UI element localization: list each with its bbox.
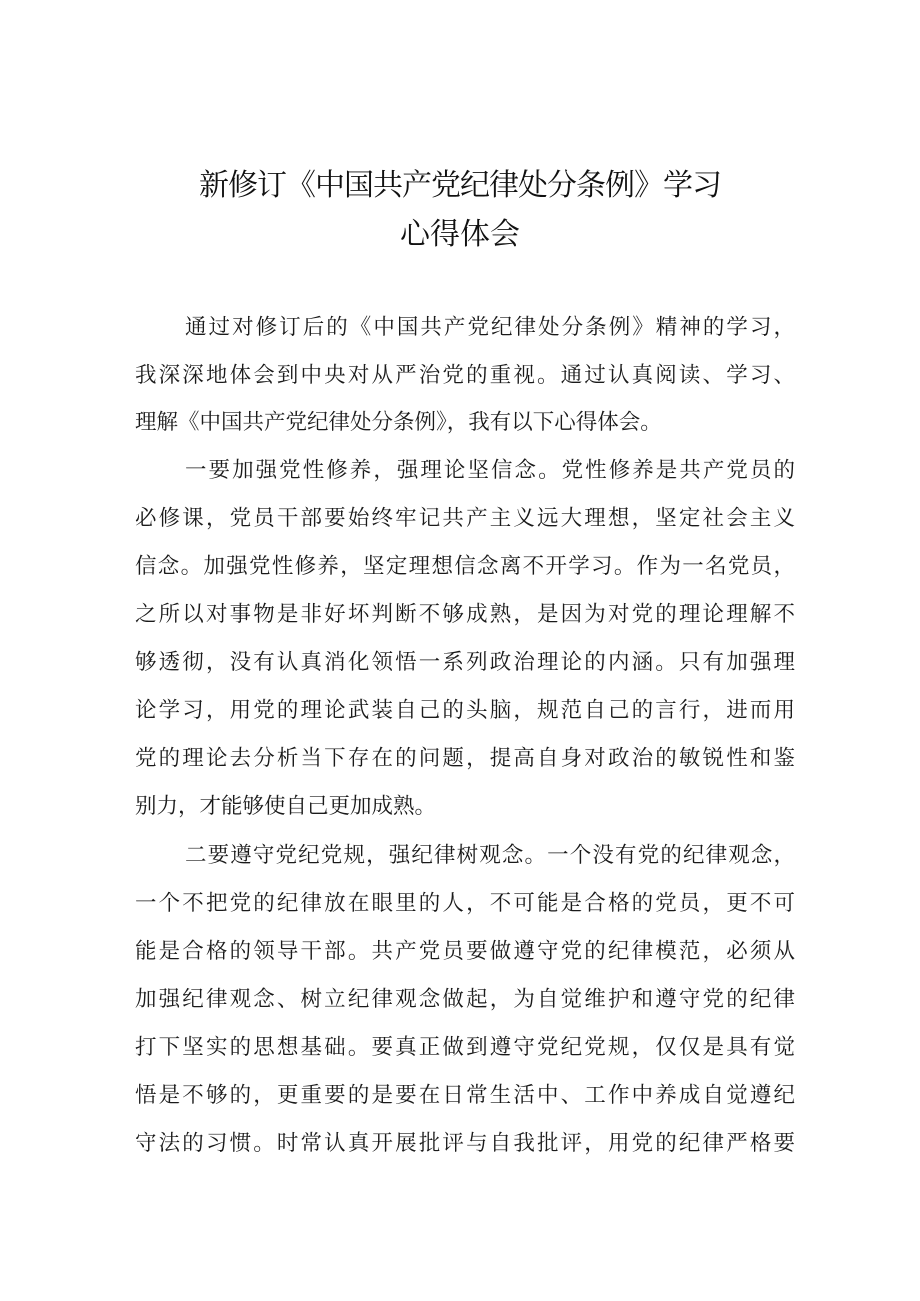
paragraph-2-line-6: 论学习，用党的理论武装自己的头脑，规范自己的言行，进而用 bbox=[135, 698, 795, 723]
paragraph-2-line-8: 别力，才能够使自己更加成熟。 bbox=[135, 794, 437, 819]
paragraph-3-line-7: 守法的习惯。时常认真开展批评与自我批评，用党的纪律严格要 bbox=[135, 1131, 795, 1156]
paragraph-2-line-4: 之所以对事物是非好坏判断不够成熟，是因为对党的理论理解不 bbox=[135, 602, 795, 627]
paragraph-3-line-3: 能是合格的领导干部。共产党员要做遵守党的纪律模范，必须从 bbox=[135, 939, 795, 964]
paragraph-2-line-5: 够透彻，没有认真消化领悟一系列政治理论的内涵。只有加强理 bbox=[135, 650, 795, 675]
paragraph-3-line-1: 二要遵守党纪党规，强纪律树观念。一个没有党的纪律观念， bbox=[185, 843, 795, 868]
paragraph-2-line-7: 党的理论去分析当下存在的问题，提高自身对政治的敏锐性和鉴 bbox=[135, 746, 795, 771]
paragraph-1-line-1: 通过对修订后的《中国共产党纪律处分条例》精神的学习， bbox=[185, 315, 795, 340]
paragraph-2-line-3: 信念。加强党性修养，坚定理想信念离不开学习。作为一名党员， bbox=[135, 554, 795, 579]
paragraph-1-line-3: 理解《中国共产党纪律处分条例》，我有以下心得体会。 bbox=[135, 410, 662, 435]
paragraph-3-line-5: 打下坚实的思想基础。要真正做到遵守党纪党规，仅仅是具有觉 bbox=[135, 1035, 795, 1060]
paragraph-1-line-2: 我深深地体会到中央对从严治党的重视。通过认真阅读、学习、 bbox=[135, 363, 795, 388]
paragraph-3-line-4: 加强纪律观念、树立纪律观念做起，为自觉维护和遵守党的纪律 bbox=[135, 987, 795, 1012]
paragraph-2-line-2: 必修课，党员干部要始终牢记共产主义远大理想，坚定社会主义 bbox=[135, 506, 795, 531]
document-title-line-1: 新修订《中国共产党纪律处分条例》学习 bbox=[199, 168, 721, 203]
paragraph-3-line-6: 悟是不够的，更重要的是要在日常生活中、工作中养成自觉遵纪 bbox=[135, 1083, 795, 1108]
document-title-line-2: 心得体会 bbox=[400, 217, 520, 252]
paragraph-3-line-2: 一个不把党的纪律放在眼里的人，不可能是合格的党员，更不可 bbox=[135, 891, 795, 916]
paragraph-2-line-1: 一要加强党性修养，强理论坚信念。党性修养是共产党员的 bbox=[185, 458, 795, 483]
